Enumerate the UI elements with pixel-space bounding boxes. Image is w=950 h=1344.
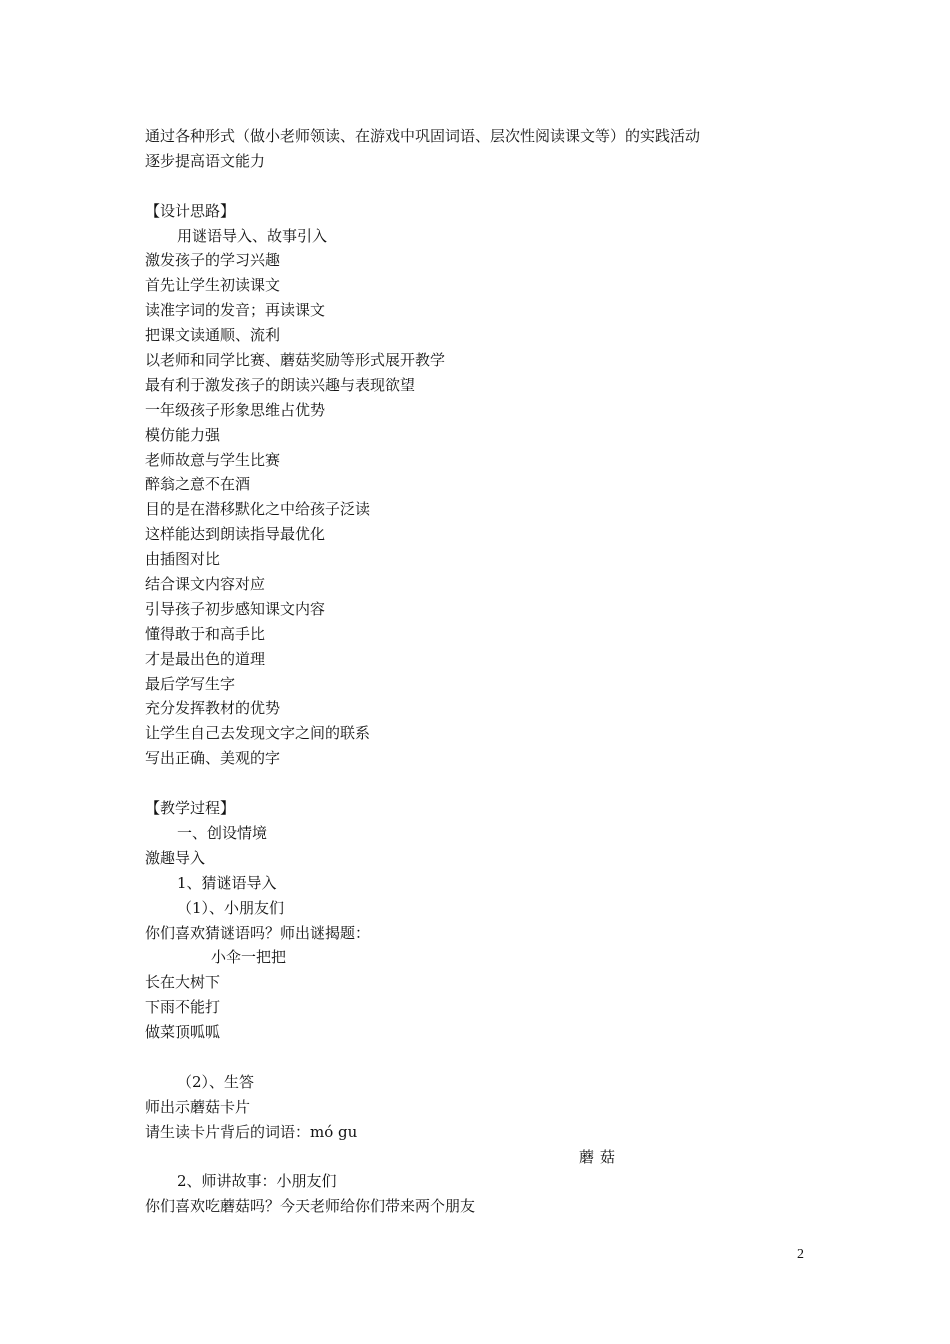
design-line: 醉翁之意不在酒: [145, 475, 251, 494]
process-heading: 【教学过程】: [145, 799, 236, 818]
blank-line: [145, 174, 825, 199]
design-line: 读准字词的发音；再读课文: [145, 301, 326, 320]
riddle-first-line: 小伞一把把: [211, 948, 287, 967]
design-lines: [145, 248, 825, 771]
process-sub-1a: （1）、小朋友们: [177, 898, 285, 917]
design-heading: 【设计思路】: [145, 201, 236, 220]
riddle-line: 做菜顶呱呱: [145, 1023, 221, 1042]
design-line: 模仿能力强: [145, 425, 221, 444]
design-line: 懂得敢于和高手比: [145, 624, 266, 643]
blank-line: [145, 771, 825, 796]
design-line: 老师故意与学生比赛: [145, 450, 281, 469]
process-sub-1b: （2）、生答: [177, 1072, 255, 1091]
process-sub-2-line: 你们喜欢吃蘑菇吗？今天老师给你们带来两个朋友: [145, 1197, 476, 1216]
design-line: 最后学写生字: [145, 674, 236, 693]
design-line: 才是最出色的道理: [145, 649, 266, 668]
design-line: 这样能达到朗读指导最优化: [145, 525, 326, 544]
design-line: 由插图对比: [145, 550, 221, 569]
intro-line-2: 逐步提高语文能力: [145, 151, 266, 170]
riddle-line: 长在大树下: [145, 973, 221, 992]
design-line: 一年级孩子形象思维占优势: [145, 400, 326, 419]
design-line: 写出正确、美观的字: [145, 749, 281, 768]
design-line: 激发孩子的学习兴趣: [145, 251, 281, 270]
design-line: 最有利于激发孩子的朗读兴趣与表现欲望: [145, 375, 416, 394]
design-line: 把课文读通顺、流利: [145, 326, 281, 345]
process-sub-1: 1、猜谜语导入: [177, 873, 277, 892]
blank-line: [145, 1045, 825, 1070]
process-sub-1b-line: 请生读卡片背后的词语：mó gu: [145, 1122, 358, 1141]
design-line: 引导孩子初步感知课文内容: [145, 599, 326, 618]
process-step-1: 一、创设情境: [177, 823, 268, 842]
intro-line-1: 通过各种形式（做小老师领读、在游戏中巩固词语、层次性阅读课文等）的实践活动: [145, 127, 701, 145]
design-line: 首先让学生初读课文: [145, 276, 281, 295]
design-line: 充分发挥教材的优势: [145, 699, 281, 718]
process-sub-1a-line: 你们喜欢猜谜语吗？师出谜揭题：: [145, 923, 371, 942]
answer-word: 蘑菇: [579, 1147, 622, 1166]
design-line: 结合课文内容对应: [145, 575, 266, 594]
design-line: 目的是在潜移默化之中给孩子泛读: [145, 500, 371, 519]
page-number: 2: [797, 1247, 804, 1262]
process-step-1-line: 激趣导入: [145, 848, 206, 867]
design-first-line: 用谜语导入、故事引入: [177, 226, 328, 245]
design-line: 让学生自己去发现文字之间的联系: [145, 724, 371, 743]
process-sub-1b-line: 师出示蘑菇卡片: [145, 1097, 251, 1116]
process-sub-2: 2、师讲故事：小朋友们: [177, 1172, 337, 1191]
page-content: [145, 124, 825, 1219]
design-line: 以老师和同学比赛、蘑菇奖励等形式展开教学: [145, 351, 446, 370]
riddle-line: 下雨不能打: [145, 998, 221, 1017]
